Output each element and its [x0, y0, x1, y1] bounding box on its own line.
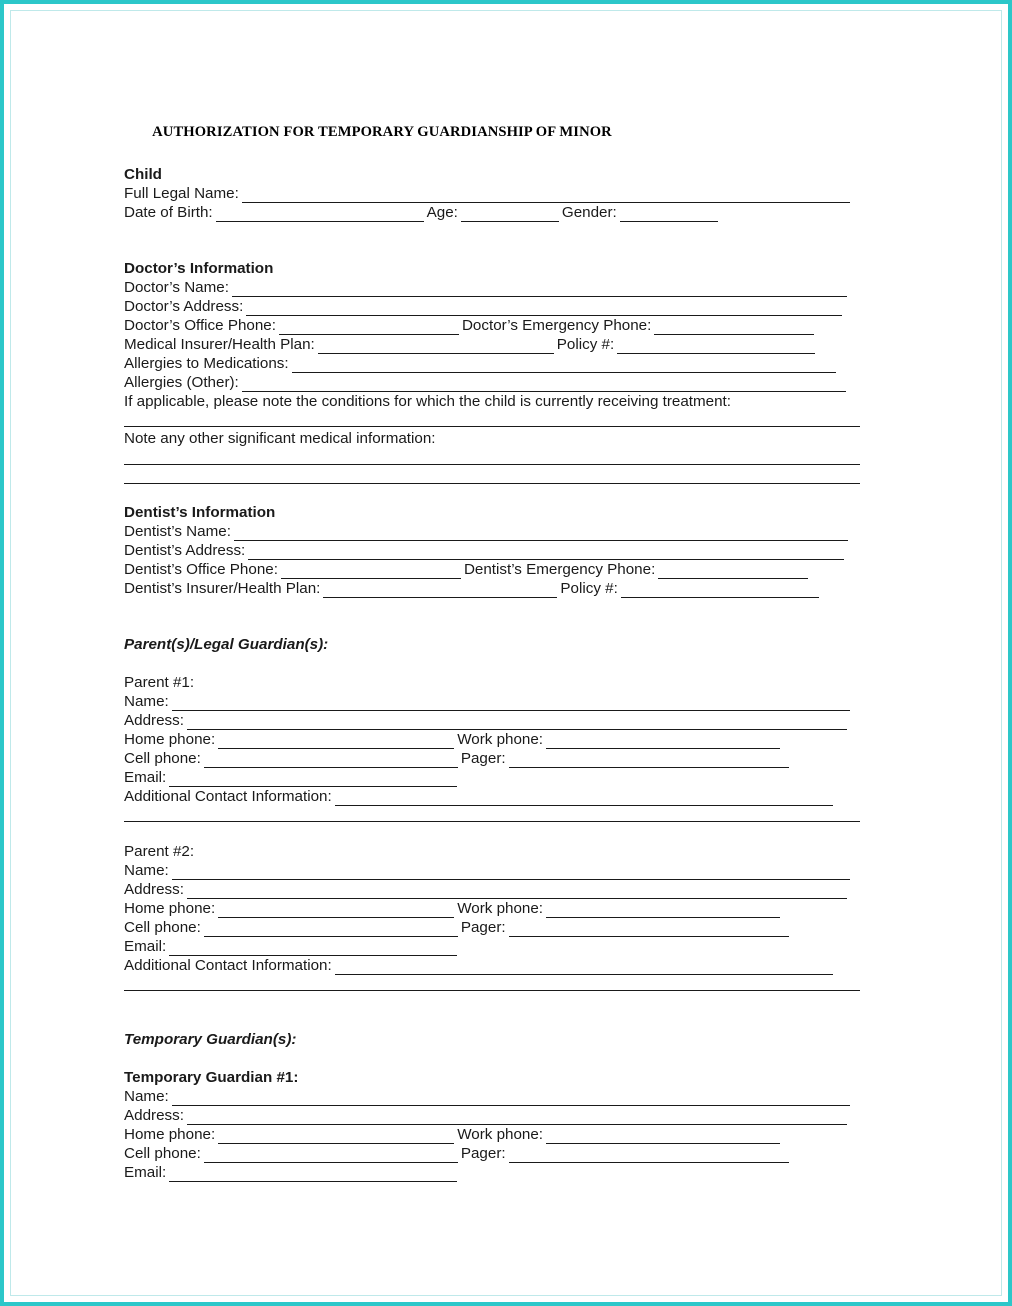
dentist-name-row	[124, 522, 851, 541]
doctor-address-row	[124, 297, 845, 316]
temp1-address-label: Address:	[124, 1107, 184, 1124]
parent1-phone-row	[124, 730, 783, 749]
parent1-work-phone-label: Work phone:	[457, 731, 544, 748]
parent1-email-label: Email:	[124, 769, 167, 786]
dentist-heading: Dentist’s Information	[124, 504, 276, 521]
temp1-work-phone-label: Work phone:	[457, 1126, 544, 1143]
temp1-address-field[interactable]	[187, 1110, 847, 1125]
parent1-name-label: Name:	[124, 693, 169, 710]
parent1-heading: Parent #1:	[124, 674, 195, 691]
child-name-row	[124, 184, 853, 203]
temp1-pager-label: Pager:	[460, 1145, 506, 1162]
doctor-allergies-other-field[interactable]	[242, 377, 846, 392]
doctor-name-field[interactable]	[232, 282, 847, 297]
child-dob-field[interactable]	[216, 207, 424, 222]
dentist-policy-field[interactable]	[621, 583, 819, 598]
form-title: AUTHORIZATION FOR TEMPORARY GUARDIANSHIP OF MINOR	[152, 124, 612, 140]
child-gender-label: Gender:	[561, 204, 617, 221]
parent2-cell-phone-field[interactable]	[204, 922, 458, 937]
parent2-email-field[interactable]	[169, 941, 457, 956]
temp1-cell-row	[124, 1144, 792, 1163]
parent2-name-row	[124, 861, 853, 880]
child-heading: Child	[124, 166, 162, 183]
doctor-emergency-phone-field[interactable]	[654, 320, 814, 335]
dentist-address-label: Dentist’s Address:	[124, 542, 246, 559]
parent2-address-field[interactable]	[187, 884, 847, 899]
dentist-policy-label: Policy #:	[560, 580, 618, 597]
doctor-allergies-med-row	[124, 354, 839, 373]
parent1-address-row	[124, 711, 850, 730]
parent1-address-label: Address:	[124, 712, 184, 729]
parent1-email-row	[124, 768, 460, 787]
parent2-email-label: Email:	[124, 938, 167, 955]
doctor-office-phone-field[interactable]	[279, 320, 459, 335]
temp1-home-phone-label: Home phone:	[124, 1126, 216, 1143]
parent2-home-phone-label: Home phone:	[124, 900, 216, 917]
doctor-insurer-row	[124, 335, 818, 354]
parent1-cell-phone-field[interactable]	[204, 753, 458, 768]
parent2-pager-label: Pager:	[460, 919, 506, 936]
dentist-insurer-field[interactable]	[323, 583, 557, 598]
doctor-name-row	[124, 278, 850, 297]
doctor-heading: Doctor’s Information	[124, 260, 274, 277]
parent1-home-phone-label: Home phone:	[124, 731, 216, 748]
parent2-pager-field[interactable]	[509, 922, 789, 937]
parent2-additional-field[interactable]	[335, 960, 833, 975]
parent2-address-label: Address:	[124, 881, 184, 898]
dentist-name-field[interactable]	[234, 526, 848, 541]
temp1-cell-phone-field[interactable]	[204, 1148, 458, 1163]
parent2-name-label: Name:	[124, 862, 169, 879]
parents-heading: Parent(s)/Legal Guardian(s):	[124, 636, 329, 653]
doctor-office-phone-label: Doctor’s Office Phone:	[124, 317, 276, 334]
doctor-address-label: Doctor’s Address:	[124, 298, 244, 315]
dentist-emergency-phone-label: Dentist’s Emergency Phone:	[463, 561, 656, 578]
parent1-home-phone-field[interactable]	[218, 734, 454, 749]
dentist-name-label: Dentist’s Name:	[124, 523, 231, 540]
parent1-email-field[interactable]	[169, 772, 457, 787]
dentist-emergency-phone-field[interactable]	[658, 564, 808, 579]
doctor-phone-row	[124, 316, 817, 335]
parent1-name-field[interactable]	[172, 696, 850, 711]
doctor-allergies-med-field[interactable]	[292, 358, 836, 373]
doctor-allergies-other-row	[124, 373, 849, 392]
doctor-insurer-field[interactable]	[318, 339, 554, 354]
parent1-additional-field[interactable]	[335, 791, 833, 806]
parent2-heading: Parent #2:	[124, 843, 195, 860]
temp1-work-phone-field[interactable]	[546, 1129, 780, 1144]
dentist-phone-row	[124, 560, 811, 579]
parent1-work-phone-field[interactable]	[546, 734, 780, 749]
temp-heading: Temporary Guardian(s):	[124, 1031, 297, 1048]
temp1-name-row	[124, 1087, 853, 1106]
parent2-additional-label: Additional Contact Information:	[124, 957, 332, 974]
temp1-cell-phone-label: Cell phone:	[124, 1145, 201, 1162]
dentist-insurer-row	[124, 579, 822, 598]
temp1-email-row	[124, 1163, 460, 1182]
temp1-home-phone-field[interactable]	[218, 1129, 454, 1144]
doctor-address-field[interactable]	[246, 301, 842, 316]
parent2-home-phone-field[interactable]	[218, 903, 454, 918]
parent2-phone-row	[124, 899, 783, 918]
temp1-heading: Temporary Guardian #1:	[124, 1069, 299, 1086]
parent1-cell-row	[124, 749, 792, 768]
parent2-work-phone-label: Work phone:	[457, 900, 544, 917]
dentist-address-field[interactable]	[248, 545, 844, 560]
temp1-address-row	[124, 1106, 850, 1125]
parent1-additional-field-2[interactable]	[124, 821, 860, 822]
parent2-name-field[interactable]	[172, 865, 850, 880]
parent1-cell-phone-label: Cell phone:	[124, 750, 201, 767]
parent2-additional-field-2[interactable]	[124, 990, 860, 991]
parent2-address-row	[124, 880, 850, 899]
parent1-address-field[interactable]	[187, 715, 847, 730]
parent2-additional-row	[124, 956, 836, 975]
parent2-work-phone-field[interactable]	[546, 903, 780, 918]
child-dob-label: Date of Birth:	[124, 204, 213, 221]
parent1-additional-label: Additional Contact Information:	[124, 788, 332, 805]
doctor-policy-label: Policy #:	[556, 336, 615, 353]
temp1-phone-row	[124, 1125, 783, 1144]
doctor-conditions-label: If applicable, please note the conditions for which the child is currently receiving treatment:	[124, 393, 731, 410]
doctor-emergency-phone-label: Doctor’s Emergency Phone:	[461, 317, 652, 334]
doctor-other-info-field-2[interactable]	[124, 483, 860, 484]
parent1-pager-field[interactable]	[509, 753, 789, 768]
child-name-field[interactable]	[242, 188, 850, 203]
child-age-label: Age:	[426, 204, 458, 221]
temp1-name-field[interactable]	[172, 1091, 850, 1106]
doctor-allergies-med-label: Allergies to Medications:	[124, 355, 289, 372]
doctor-insurer-label: Medical Insurer/Health Plan:	[124, 336, 315, 353]
doctor-name-label: Doctor’s Name:	[124, 279, 229, 296]
temp1-name-label: Name:	[124, 1088, 169, 1105]
parent1-additional-row	[124, 787, 836, 806]
dentist-office-phone-field[interactable]	[281, 564, 461, 579]
child-gender-field[interactable]	[620, 207, 718, 222]
child-name-label: Full Legal Name:	[124, 185, 239, 202]
parent1-pager-label: Pager:	[460, 750, 506, 767]
parent1-name-row	[124, 692, 853, 711]
doctor-policy-field[interactable]	[617, 339, 815, 354]
child-dob-row	[124, 203, 721, 222]
doctor-other-info-label: Note any other significant medical information:	[124, 430, 436, 447]
dentist-address-row	[124, 541, 847, 560]
parent2-cell-row	[124, 918, 792, 937]
doctor-conditions-field[interactable]	[124, 426, 860, 427]
doctor-allergies-other-label: Allergies (Other):	[124, 374, 239, 391]
temp1-email-label: Email:	[124, 1164, 167, 1181]
dentist-insurer-label: Dentist’s Insurer/Health Plan:	[124, 580, 321, 597]
parent2-email-row	[124, 937, 460, 956]
temp1-email-field[interactable]	[169, 1167, 457, 1182]
parent2-cell-phone-label: Cell phone:	[124, 919, 201, 936]
temp1-pager-field[interactable]	[509, 1148, 789, 1163]
dentist-office-phone-label: Dentist’s Office Phone:	[124, 561, 278, 578]
doctor-other-info-field-1[interactable]	[124, 464, 860, 465]
child-age-field[interactable]	[461, 207, 559, 222]
